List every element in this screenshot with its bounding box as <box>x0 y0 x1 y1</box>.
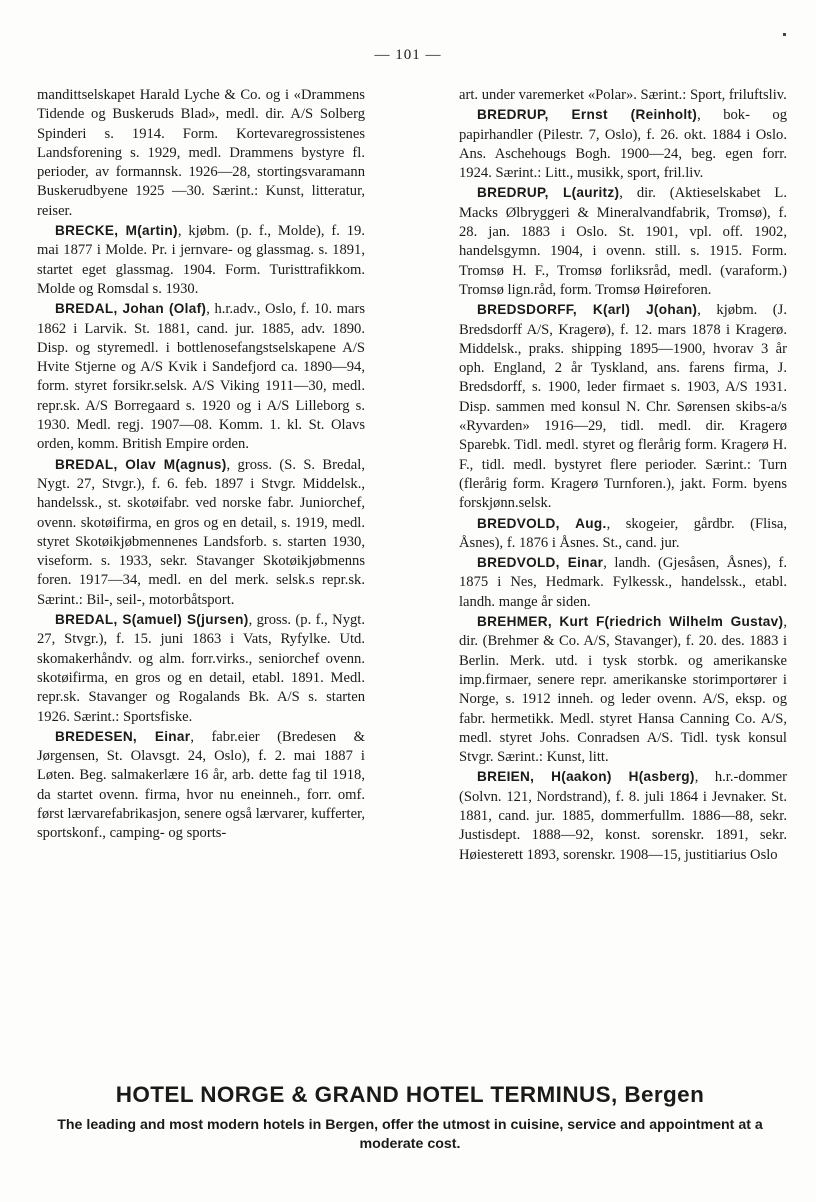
biography-entry <box>37 727 365 844</box>
biography-entry <box>459 183 787 300</box>
entry-text: , h.r.adv., Oslo, f. 10. mars 1862 i Larvik. St. 1881, cand. jur. 1885, adv. 1890. Disp. og styremedl. i bottlenosefangstselskapene A/S Hvite Stjerne og A/S Kvik i Sandefjord ca. 1890—94, form. styret forsikr.selsk. A/S Viking 1911—30, medl. repr.sk. A/S Borregaard s. 1920 og i A/S Lilleborg s. 1930. Medl. regj. 1907—08. Komm. 1. kl. St. Olavs orden, komm. British Empire orden. <box>37 301 365 453</box>
left-column <box>37 86 365 865</box>
entry-text: , fabr.eier (Bredesen & Jørgensen, St. Olavsgt. 24, Oslo), f. 2. mai 1887 i Løten. Beg. salmakerlære 16 år, arb. dette fag til 1918, da startet ovenn. firma, hvor nu eneinneh., forr. omf. først lærvarefabrikasjon, senere også lærvarer, kufferter, sportskonf., camping- og sports- <box>37 728 366 842</box>
entry-text: , dir. (Aktieselskabet L. Macks Ølbryggeri & Mineralvandfabrik, Tromsø), f. 28. jan. 1883 i Oslo. St. 1901, vpl. off. 1902, handelsgymn. 1904, i ovenn. still. s. 1915. Form. Tromsø H. F., Tromsø forliksråd, medl. (varaform.) Tromsø lign.råd, form. Tromsø Høireforen. <box>459 185 787 298</box>
entry-name: BREHMER, Kurt F(riedrich Wilhelm Gustav) <box>477 614 784 630</box>
entry-text: , gross. (p. f., Nygt. 27, Stvgr.), f. 15. juni 1863 i Vats, Ryfylke. Utd. skomakerhåndv. og alm. forr.virks., seniorchef ovenn. skotøifirma, en gros og en detail, etabl. 1891. Medl. repr.sk. Stavanger og Rogalands Bk. A/S s. starten 1926. Særint.: Sportsfiske. <box>37 612 365 725</box>
entry-text: , gross. (S. S. Bredal, Nygt. 27, Stvgr.), f. 6. feb. 1897 i Stvgr. Middelsk., handelssk., st. skotøifabr. ved norske fabr. Juniorchef, ovenn. skotøifirma, en gros og en detail, s. 1919, medl. styret Skotøikjøbmennenes Landsforb. s. starten 1930, viseform. s. 1933, sekr. Stavanger Skotøikjøbmenns foren. 1917—34, medl. en del merk. selsk.s repr.sk. Særint.: Bil-, seil-, motorbåtsport. <box>37 456 365 608</box>
entry-name: BREDAL, Johan (Olaf) <box>55 301 207 317</box>
biography-entry <box>459 553 787 612</box>
text-columns <box>37 86 787 865</box>
biography-entry-continued <box>459 86 787 105</box>
advertisement <box>30 1080 790 1154</box>
entry-name: BREDRUP, Ernst (Reinholt) <box>477 107 698 123</box>
biography-entry <box>459 105 787 183</box>
entry-text: , kjøbm. (p. f., Molde), f. 19. mai 1877 i Molde. Pr. i jernvare- og glassmag. s. 1891, startet eget glassmag. 1904. Form. Turisttrafikkom. Molde og Romsdal s. 1930. <box>37 223 366 297</box>
advertisement-subtitle: The leading and most modern hotels in Bergen, offer the utmost in cuisine, service and appointment at a moderate cost. <box>57 1117 763 1152</box>
page-number: — 101 — <box>374 47 442 63</box>
advertisement-title: HOTEL NORGE & GRAND HOTEL TERMINUS, Bergen <box>115 1082 705 1107</box>
entry-name: BREDVOLD, Einar <box>477 555 604 571</box>
scan-speck <box>783 33 786 36</box>
entry-text: , h.r.-dommer (Solvn. 121, Nordstrand), f. 8. juli 1864 i Jevnaker. St. 1881, cand. jur. 1885, dommerfullm. 1886—88, sekr. Justisdept. 1888—92, konst. sorenskr. 1891, sekr. Høiesterett 1893, sorenskr. 1908—15, justitiarius Oslo <box>459 769 787 863</box>
biography-entry <box>459 767 787 864</box>
entry-text: , dir. (Brehmer & Co. A/S, Stavanger), f. 20. des. 1883 i Berlin. Merk. utd. i tysk storbk. og amerikanske imp.firmaer, senere repr. amerikanske storimportører i Norge, s. 1912 inneh. og leder ovenn. A/S, eksp. og fabr. hermetikk. Medl. styret Hansa Canning Co. A/S, medl. styret Johs. Conradsen A/S. Tidl. tysk konsul Stvgr. Særint.: Kunst, litt. <box>459 614 787 766</box>
right-column <box>459 86 787 865</box>
entry-name: BRECKE, M(artin) <box>55 223 178 239</box>
entry-name: BREDVOLD, Aug. <box>477 515 607 531</box>
biography-entry-continued <box>37 86 365 221</box>
biography-entry <box>37 221 365 299</box>
entry-text: , kjøbm. (J. Bredsdorff A/S, Kragerø), f. 12. mars 1878 i Kragerø. Middelsk., praks. shipping 1895—1900, hvorav 3 år oph. England, 2 år Tyskland, ans. farens firma, J. Bredsdorff, s. 1900, leder firmaet s. 1903, A/S 1931. Disp. sammen med konsul N. Chr. Sørensen skibs-a/s «Ryvarden» 1916—29, tidl. medl. dir. Kragerø Sparebk. Tidl. medl. styret og flerårig form. Kragerø H. F., tidl. medl. bystyret flere perioder. Særint.: Turn (flerårig form. Kragerø Turnforen.), jakt. Form. byens forskjønn.selsk. <box>459 302 787 512</box>
biography-entry <box>459 514 787 554</box>
biography-entry <box>459 300 787 513</box>
entry-name: BREDAL, Olav M(agnus) <box>55 456 227 472</box>
biography-entry <box>37 610 365 727</box>
biography-entry <box>37 299 365 454</box>
biography-entry <box>459 612 787 767</box>
biography-entry <box>37 455 365 610</box>
entry-text: , skogeier, gårdbr. (Flisa, Åsnes), f. 1876 i Åsnes. St., cand. jur. <box>459 515 788 551</box>
entry-text: art. under varemerket «Polar». Særint.: Sport, friluftsliv. <box>459 87 787 103</box>
entry-name: BREDSDORFF, K(arl) J(ohan) <box>477 302 698 318</box>
entry-name: BREDAL, S(amuel) S(jursen) <box>55 612 249 628</box>
entry-name: BREIEN, H(aakon) H(asberg) <box>477 769 695 785</box>
entry-text: mandittselskapet Harald Lyche & Co. og i «Drammens Tidende og Buskeruds Blad», medl. dir. A/S Solberg Spinderi s. 1914. Form. Kortevaregrossistenes Landsforening s. 1929, medl. Drammens bystyre fl. perioder, av formannsk. 1926—28, stortingsvaramann Buskerudbyene 1925 —30. Særint.: Kunst, litteratur, reiser. <box>37 87 365 219</box>
entry-text: , bok- og papirhandler (Pilestr. 7, Oslo), f. 26. okt. 1884 i Oslo. Ans. Aschehougs Bogh. 1900—24, beg. egen forr. 1924. Særint.: Litt., musikk, sport, fril.liv. <box>459 107 788 182</box>
entry-name: BREDRUP, L(auritz) <box>477 185 620 201</box>
entry-text: , landh. (Gjesåsen, Åsnes), f. 1875 i Nes, Hedmark. Fylkessk., handelssk., etabl. landh. mange år siden. <box>459 555 787 610</box>
entry-name: BREDESEN, Einar <box>55 728 191 744</box>
